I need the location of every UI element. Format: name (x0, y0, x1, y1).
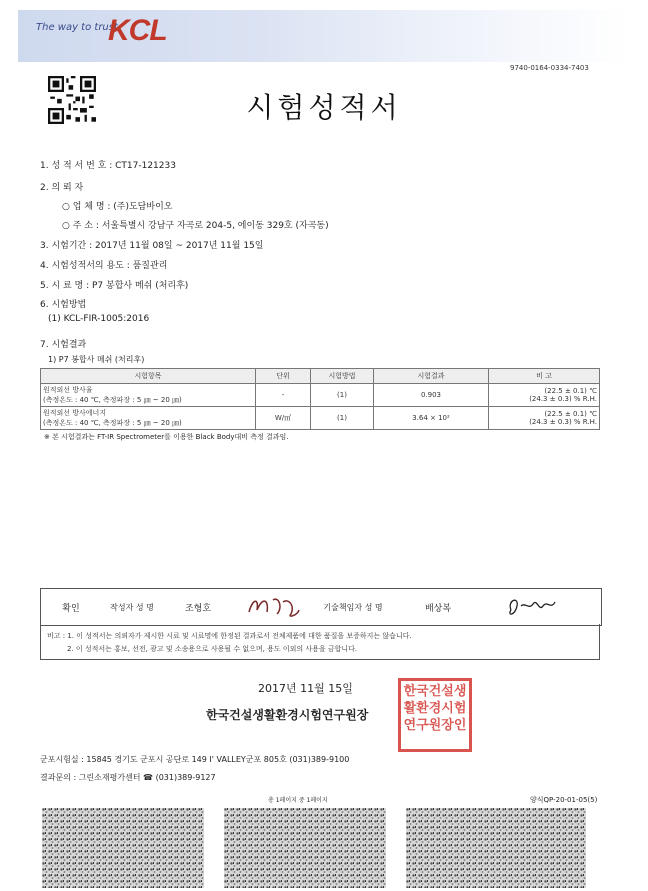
item-condition: (측정온도 : 40 ℃, 측정파장 : 5 ㎛ ~ 20 ㎛) (43, 396, 182, 404)
client-heading: 2. 의 뢰 자 (40, 183, 84, 193)
page-number: 총 1페이지 중 1페이지 (268, 797, 328, 804)
result-cell: 0.903 (374, 384, 489, 407)
lab-address: 군포시험실 : 15845 경기도 군포시 공단로 149 I' VALLEY군포 805호 (031)389-9100 (40, 755, 350, 764)
note-cell (489, 407, 600, 430)
result-heading: 7. 시험결과 (40, 340, 87, 350)
tagline: The way to trust (36, 22, 118, 33)
report-number: 1. 성 적 서 번 호 : CT17-121233 (40, 161, 176, 171)
item-cell (41, 384, 256, 407)
writer-name: 조형호 (184, 603, 212, 614)
report-purpose: 4. 시험성적서의 용도 : 품질관리 (40, 261, 168, 271)
col-header-unit: 단위 (256, 369, 311, 384)
table-footnote: ※ 본 시험결과는 FT-IR Spectrometer를 이용한 Black Body대비 측정 결과임. (44, 433, 289, 441)
security-pattern-middle (224, 808, 386, 888)
results-table (40, 368, 600, 430)
result-cell: 3.64 × 10² (374, 407, 489, 430)
security-pattern-right (406, 808, 586, 888)
note-temp: (22.5 ± 0.1) ℃ (544, 387, 597, 395)
table-row (41, 384, 600, 407)
method-cell: (1) (311, 407, 374, 430)
col-header-note: 비 고 (489, 369, 600, 384)
company-address: ○ 주 소 : 서울특별시 강남구 자곡로 204-5, 에이동 329호 (자곡동) (62, 221, 329, 231)
document-code: 9740-0164-0334-7403 (510, 64, 589, 72)
form-number: 양식QP-20-01-05(5) (530, 796, 598, 804)
unit-cell: - (256, 384, 311, 407)
company-name: ○ 업 체 명 : (주)도담바이오 (62, 202, 173, 212)
table-header-row (41, 369, 600, 384)
tech-manager-label: 기술책임자 성 명 (323, 602, 383, 612)
item-name: 원적외선 방사율 (43, 386, 93, 394)
sample-name: 5. 시 료 명 : P7 봉합사 메쉬 (처리후) (40, 281, 189, 291)
method-heading: 6. 시험방법 (40, 300, 87, 310)
page-title: 시험성적서 (246, 91, 402, 124)
signature-box (40, 588, 602, 626)
unit-cell: W/㎡ (256, 407, 311, 430)
note-humidity: (24.3 ± 0.3) % R.H. (529, 395, 597, 403)
method-cell: (1) (311, 384, 374, 407)
test-period: 3. 시험기간 : 2017년 11월 08일 ~ 2017년 11월 15일 (40, 241, 264, 251)
remark-line-2: 2. 이 성적서는 홍보, 선전, 광고 및 소송용으로 사용될 수 없으며, 용도 이외의 사용을 금합니다. (67, 645, 358, 653)
item-name: 원적외선 방사에너지 (43, 409, 107, 417)
writer-label: 작성자 성 명 (110, 602, 154, 612)
note-cell (489, 384, 600, 407)
issue-date: 2017년 11월 15일 (258, 682, 353, 695)
institute-name: 한국건설생활환경시험연구원장 (206, 708, 369, 722)
col-header-result: 시험결과 (374, 369, 489, 384)
table-row (41, 407, 600, 430)
test-method: (1) KCL-FIR-1005:2016 (48, 314, 150, 324)
confirm-label: 확인 (62, 603, 80, 614)
item-cell (41, 407, 256, 430)
remarks-box (40, 624, 600, 660)
official-seal-icon: 한국건설생활환경시험연구원장인 (398, 678, 472, 752)
col-header-item: 시험항목 (41, 369, 256, 384)
kcl-logo: KCL (108, 14, 167, 47)
item-condition: (측정온도 : 40 ℃, 측정파장 : 5 ㎛ ~ 20 ㎛) (43, 419, 182, 427)
col-header-method: 시험방법 (311, 369, 374, 384)
note-humidity: (24.3 ± 0.3) % R.H. (529, 418, 597, 426)
remark-line-1: 비고 : 1. 이 성적서는 의뢰자가 제시한 시료 및 시료명에 한정된 결과로서 전체제품에 대한 품질을 보증하지는 않습니다. (47, 632, 412, 640)
tech-manager-name: 배상복 (424, 603, 452, 614)
tech-signature-icon (483, 592, 583, 623)
result-subheading: 1) P7 봉합사 메쉬 (처리후) (48, 355, 145, 364)
contact-info: 결과문의 : 그린소재평가센터 ☎ (031)389-9127 (40, 773, 216, 782)
security-pattern-left (42, 808, 204, 888)
writer-signature-icon (233, 592, 313, 623)
note-temp: (22.5 ± 0.1) ℃ (544, 410, 597, 418)
